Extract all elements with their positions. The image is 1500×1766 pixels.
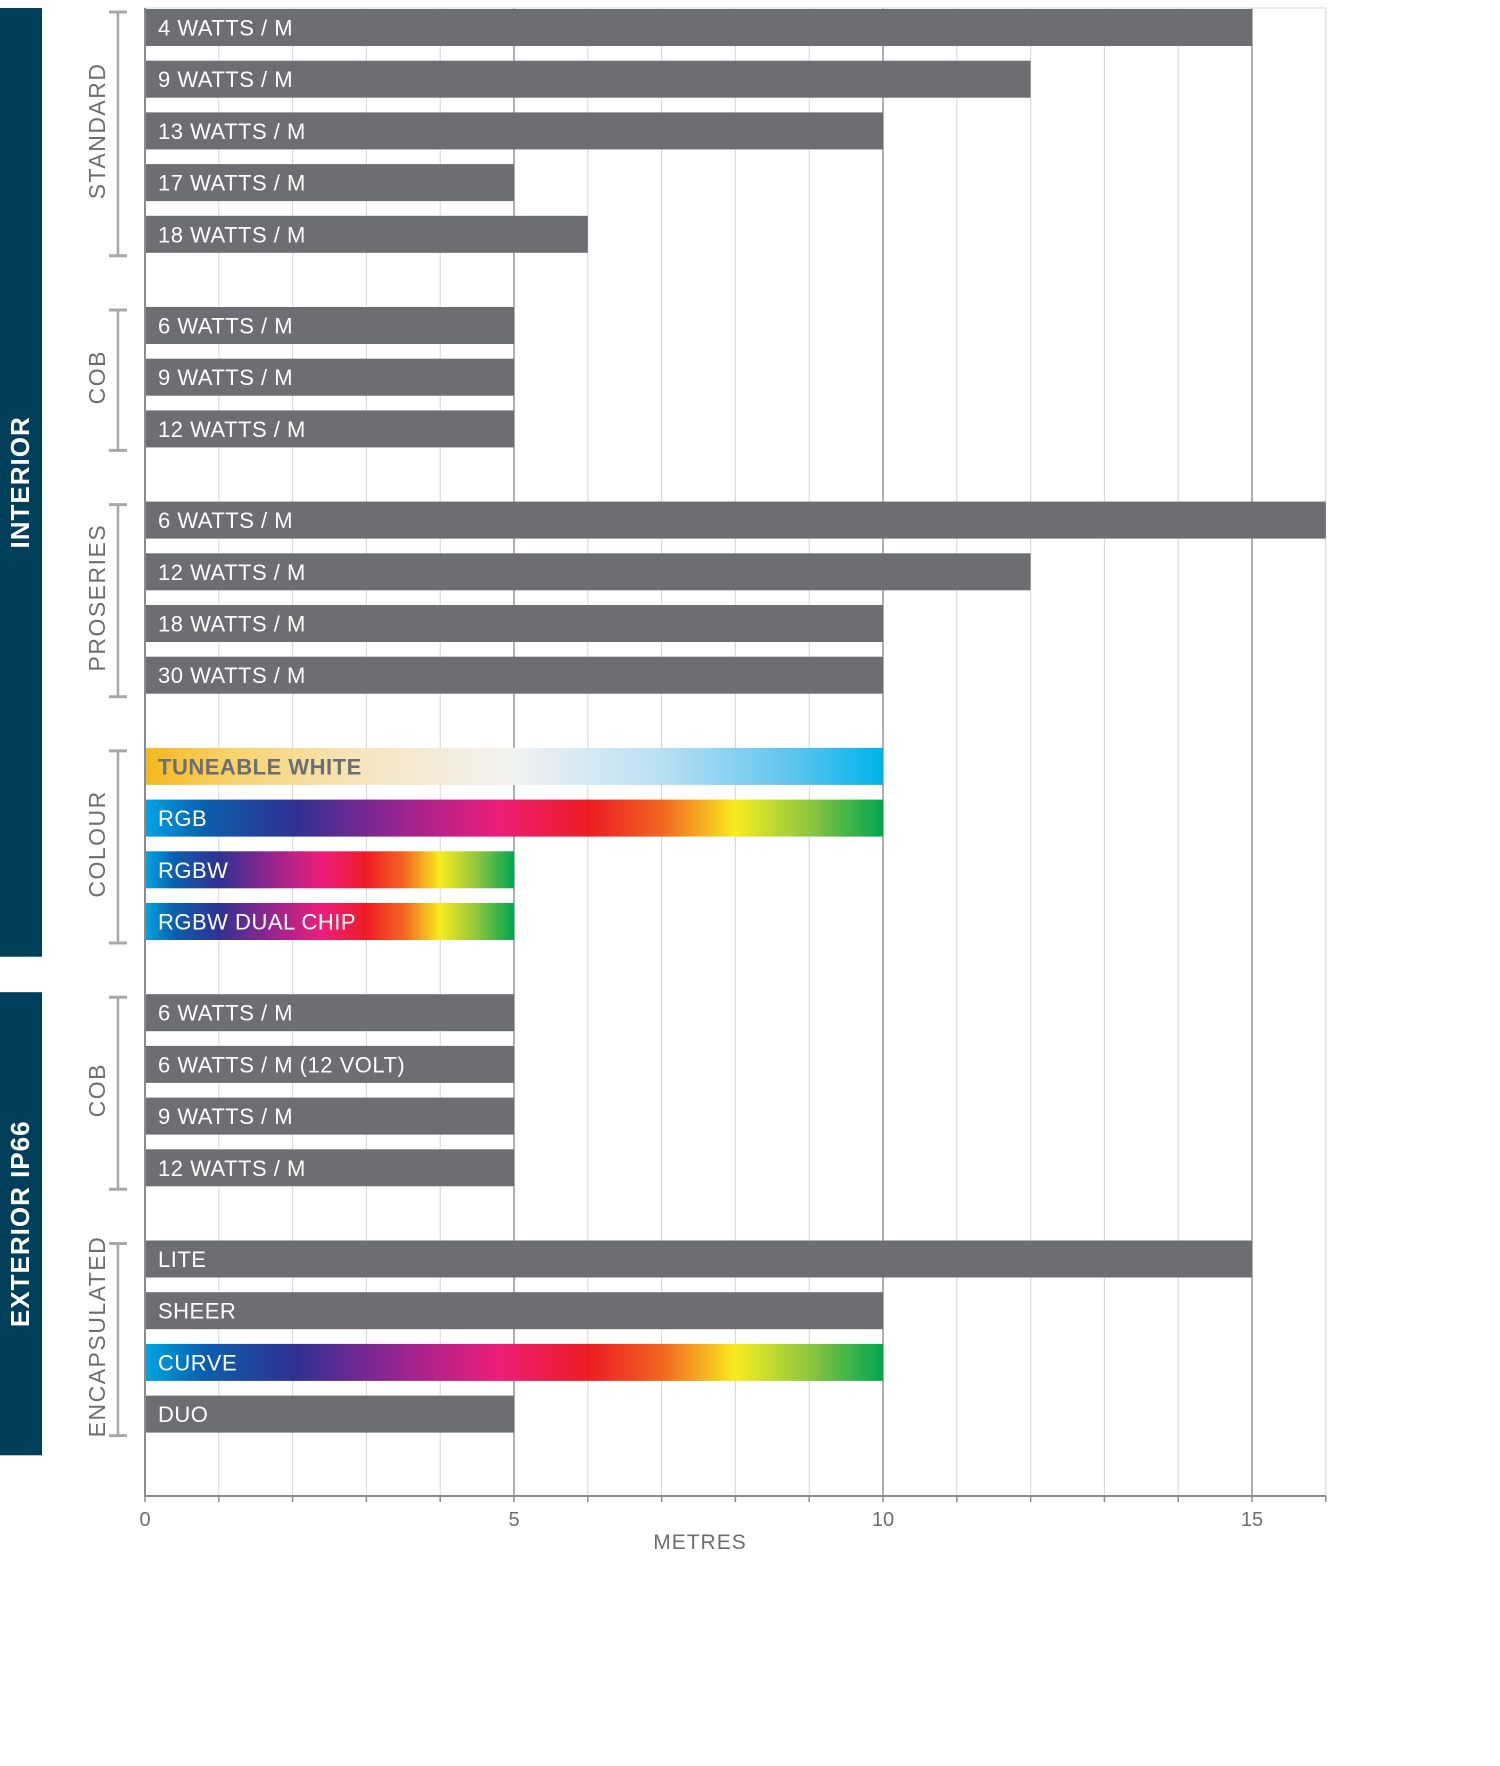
bar-label: 17 WATTS / M bbox=[158, 170, 306, 196]
bar-label: 4 WATTS / M bbox=[158, 15, 294, 41]
bar bbox=[145, 9, 1252, 46]
group-label: COLOUR bbox=[84, 790, 110, 898]
bar-label: RGB bbox=[158, 806, 208, 832]
section-label: INTERIOR bbox=[5, 416, 35, 549]
x-tick-label: 15 bbox=[1240, 1509, 1264, 1531]
x-axis-title: METRES bbox=[653, 1531, 747, 1554]
bar bbox=[145, 1241, 1252, 1278]
group-label: ENCAPSULATED bbox=[84, 1235, 110, 1438]
bar-label: RGBW bbox=[158, 857, 229, 883]
bar-label: RGBW DUAL CHIP bbox=[158, 909, 357, 935]
bar-label: SHEER bbox=[158, 1298, 237, 1324]
bar-label: 13 WATTS / M bbox=[158, 118, 306, 144]
bar-label: 12 WATTS / M bbox=[158, 416, 306, 442]
group-label: STANDARD bbox=[84, 62, 110, 200]
bar-label: 9 WATTS / M bbox=[158, 1104, 294, 1130]
bar-label: TUNEABLE WHITE bbox=[158, 754, 362, 780]
bar-label: 18 WATTS / M bbox=[158, 222, 306, 248]
bar-label: CURVE bbox=[158, 1350, 238, 1376]
bar bbox=[145, 800, 883, 837]
bar-label: 6 WATTS / M bbox=[158, 1000, 294, 1026]
group-label: PROSERIES bbox=[84, 523, 110, 672]
bar-label: LITE bbox=[158, 1247, 207, 1272]
x-tick-label: 0 bbox=[139, 1509, 151, 1531]
bar-label: 9 WATTS / M bbox=[158, 365, 294, 391]
bar-label: 9 WATTS / M bbox=[158, 67, 294, 93]
bar-label: 30 WATTS / M bbox=[158, 663, 306, 689]
bar-label: 12 WATTS / M bbox=[158, 559, 306, 585]
bar bbox=[145, 502, 1326, 539]
section-label: EXTERIOR IP66 bbox=[5, 1120, 35, 1328]
bar-label: 6 WATTS / M bbox=[158, 313, 294, 339]
bar bbox=[145, 1292, 883, 1329]
bar-label: DUO bbox=[158, 1402, 209, 1428]
group-label: COB bbox=[84, 350, 110, 405]
x-tick-label: 10 bbox=[871, 1509, 895, 1531]
bar-label: 12 WATTS / M bbox=[158, 1155, 306, 1181]
bar-label: 18 WATTS / M bbox=[158, 611, 306, 637]
bar-label: 6 WATTS / M (12 VOLT) bbox=[158, 1052, 406, 1078]
x-tick-label: 5 bbox=[508, 1509, 520, 1531]
group-label: COB bbox=[84, 1063, 110, 1118]
bar-label: 6 WATTS / M bbox=[158, 508, 294, 534]
bar bbox=[145, 1344, 883, 1381]
